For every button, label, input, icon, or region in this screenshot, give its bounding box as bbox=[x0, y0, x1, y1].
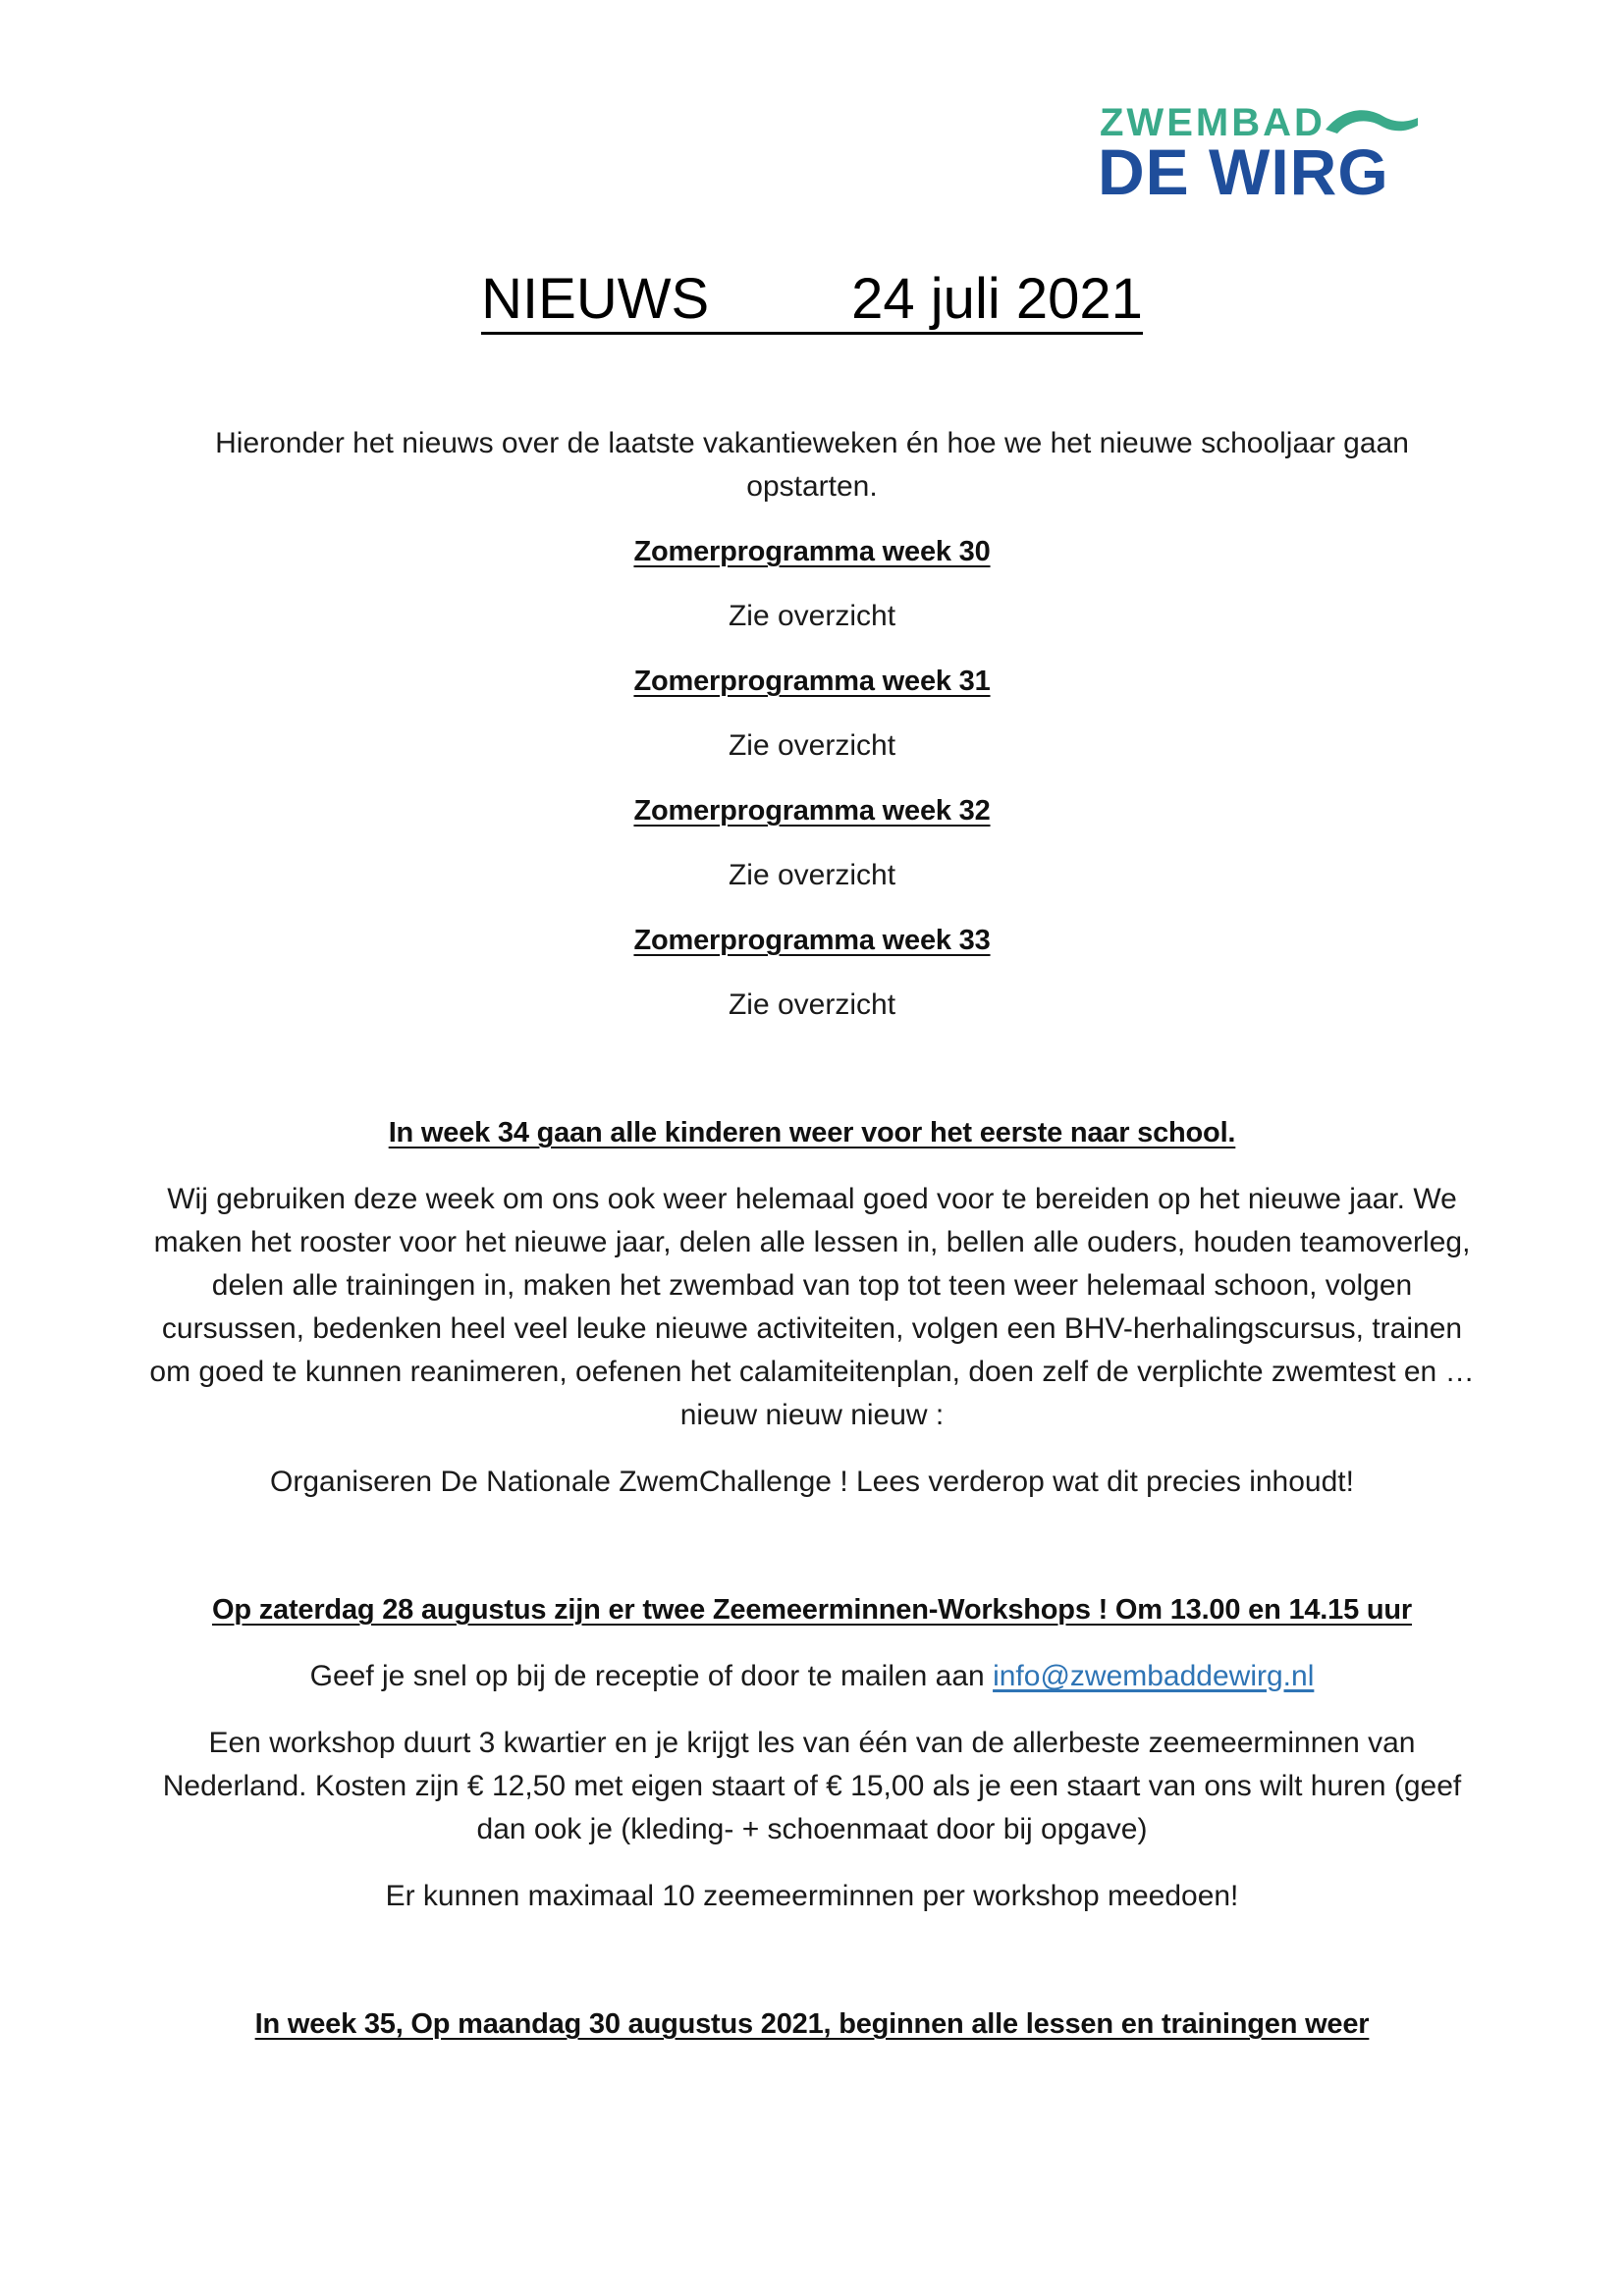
workshop-max: Er kunnen maximaal 10 zeemeerminnen per workshop meedoen! bbox=[385, 1880, 1239, 1912]
signup-text: Geef je snel op bij de receptie of door te mailen aan bbox=[309, 1660, 994, 1692]
week30-text: Zie overzicht bbox=[728, 600, 896, 632]
logo-line1: ZWEMBAD bbox=[1100, 101, 1326, 144]
newsletter-body bbox=[147, 422, 1477, 2046]
week34-heading: In week 34 gaan alle kinderen weer voor het eerste naar school. bbox=[388, 1117, 1236, 1148]
week32-text: Zie overzicht bbox=[728, 859, 896, 891]
week33-text: Zie overzicht bbox=[728, 988, 896, 1021]
zwembad-de-wirg-logo bbox=[1098, 94, 1422, 202]
wave-icon bbox=[1326, 110, 1418, 133]
intro-text: Hieronder het nieuws over de laatste vakantieweken én hoe we het nieuwe schooljaar gaan opstarten. bbox=[215, 427, 1409, 503]
week31-heading: Zomerprogramma week 31 bbox=[633, 666, 991, 697]
email-link[interactable]: info@zwembaddewirg.nl bbox=[993, 1660, 1315, 1692]
week31-text: Zie overzicht bbox=[728, 729, 896, 762]
title-word: NIEUWS bbox=[481, 267, 710, 331]
week33-heading: Zomerprogramma week 33 bbox=[633, 925, 991, 956]
week35-heading: In week 35, Op maandag 30 augustus 2021, beginnen alle lessen en trainingen weer bbox=[254, 2008, 1370, 2040]
logo-line2: DE WIRG bbox=[1098, 135, 1389, 202]
page-title bbox=[0, 265, 1624, 335]
week30-heading: Zomerprogramma week 30 bbox=[633, 536, 991, 567]
week34-body: Wij gebruiken deze week om ons ook weer helemaal goed voor te bereiden op het nieuwe jaar. We maken het rooster voor het nieuwe jaar, delen alle lessen in, bellen alle ouders, houden teamoverleg, delen alle trainingen in, maken het zwembad van top tot teen weer helemaal schoon, volgen cursussen, bedenken heel veel leuke nieuwe activiteiten, volgen een BHV-herhalingscursus, trainen om goed te kunnen reanimeren, oefenen het calamiteitenplan, doen zelf de verplichte zwemtest en … nieuw nieuw nieuw : bbox=[149, 1183, 1475, 1431]
workshop-signup bbox=[147, 1655, 1477, 1698]
challenge-text: Organiseren De Nationale ZwemChallenge ! Lees verderop wat dit precies inhoudt! bbox=[270, 1466, 1354, 1498]
workshop-heading: Op zaterdag 28 augustus zijn er twee Zeemeerminnen-Workshops ! Om 13.00 en 14.15 uur bbox=[212, 1594, 1412, 1626]
workshop-details: Een workshop duurt 3 kwartier en je krijgt les van één van de allerbeste zeemeerminnen van Nederland. Kosten zijn € 12,50 met eigen staart of € 15,00 als je een staart van ons wilt huren (geef dan ook je (kleding- + schoenmaat door bij opgave) bbox=[162, 1727, 1462, 1845]
title-date: 24 juli 2021 bbox=[851, 267, 1143, 331]
week32-heading: Zomerprogramma week 32 bbox=[633, 795, 991, 827]
